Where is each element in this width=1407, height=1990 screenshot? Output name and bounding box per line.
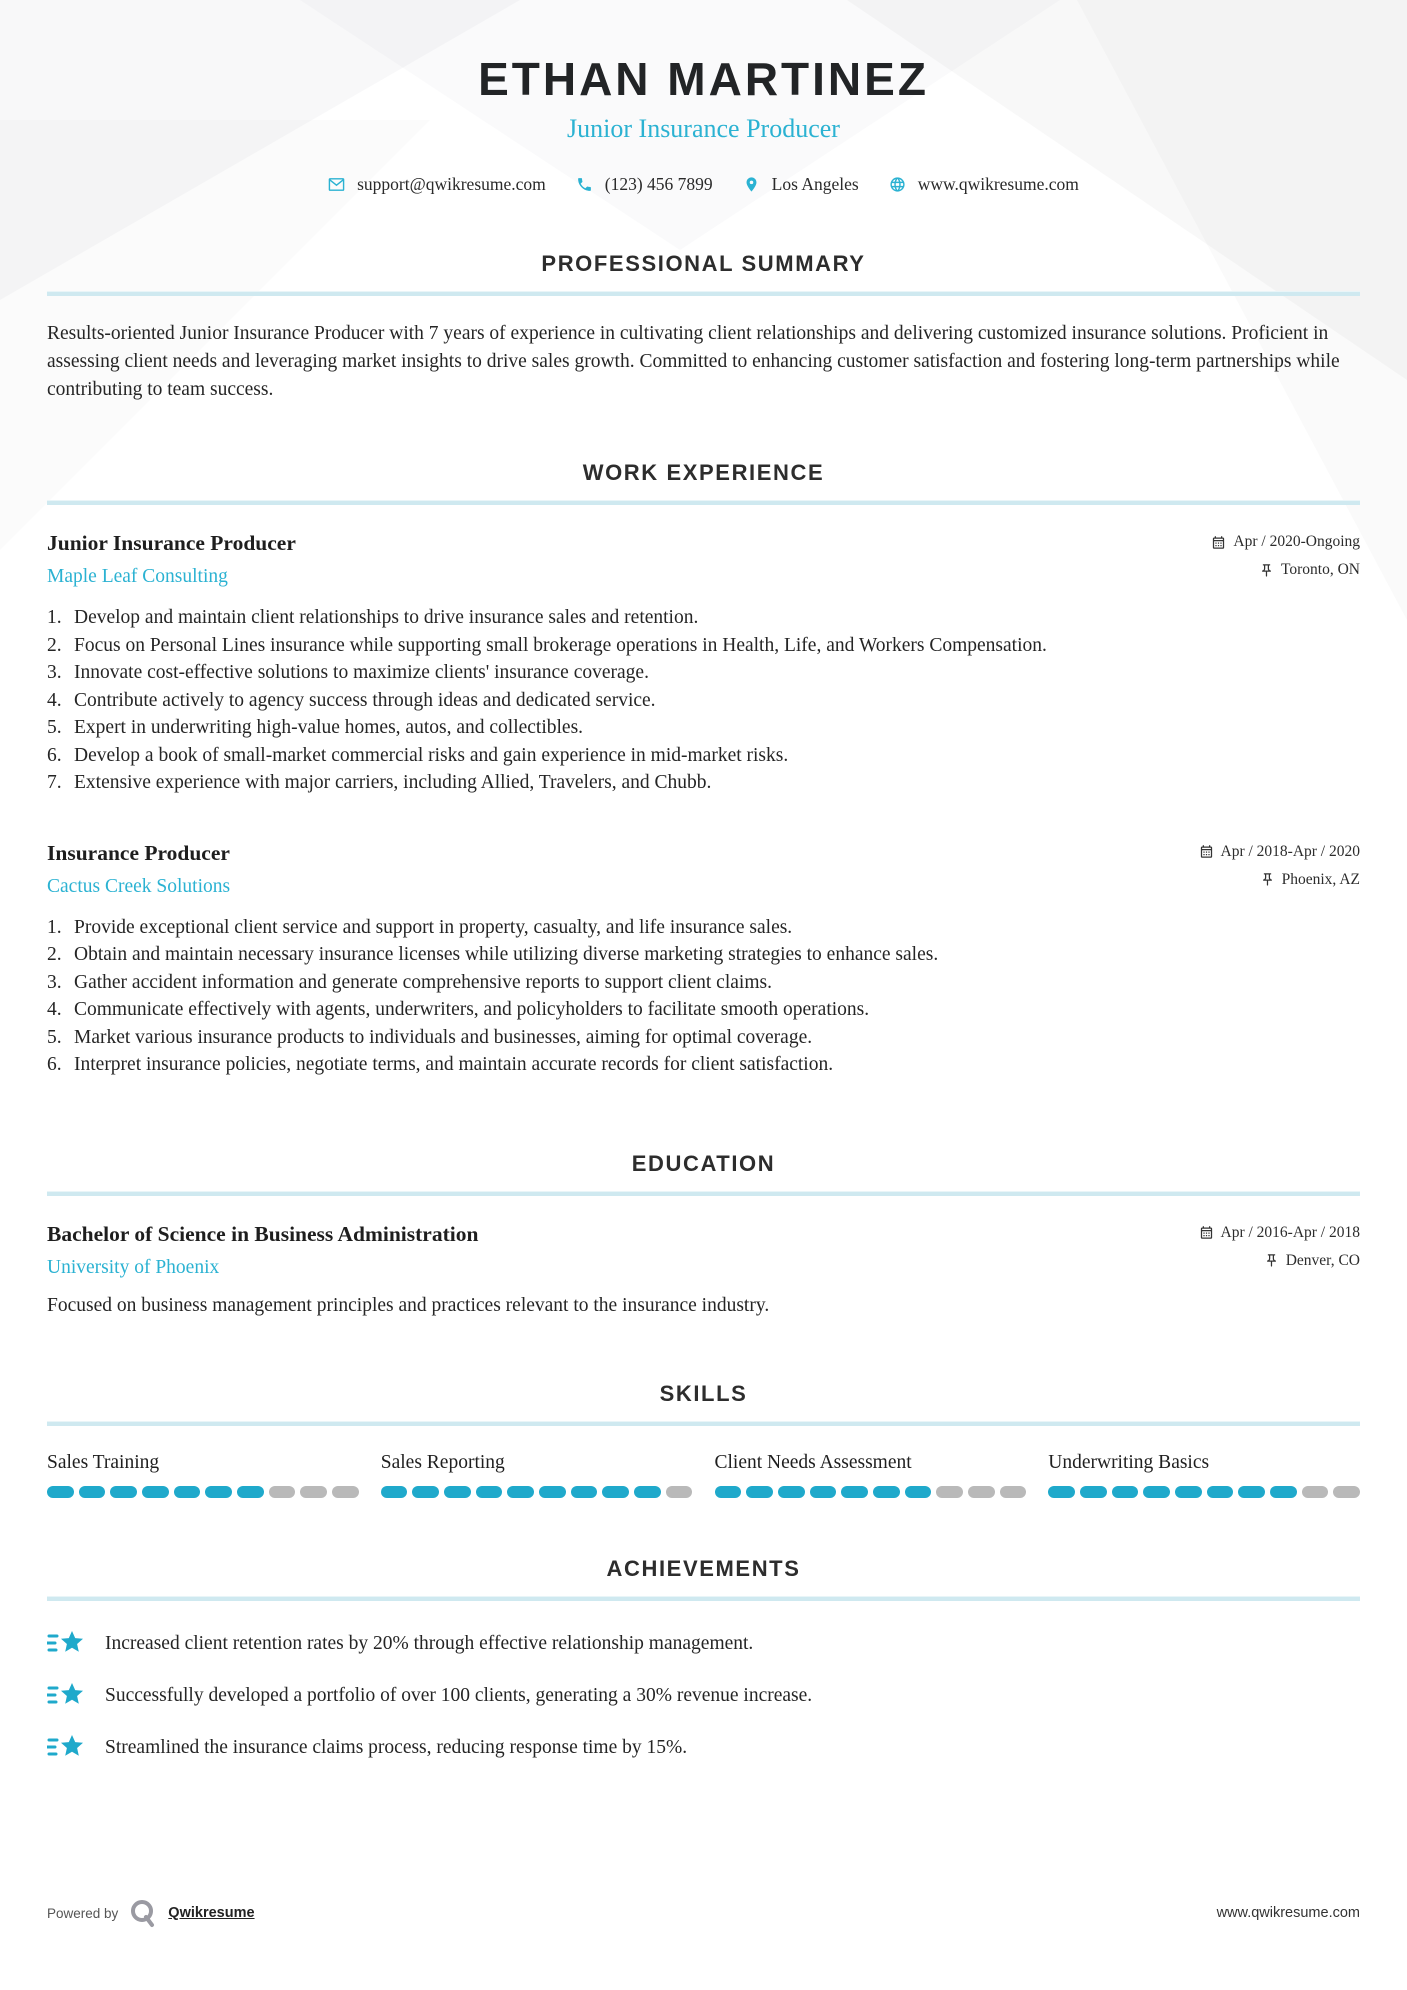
- skill-segment: [412, 1486, 439, 1498]
- skill-segment: [1175, 1486, 1202, 1498]
- skill-segment: [476, 1486, 503, 1498]
- section-achievements: [47, 1556, 1360, 1763]
- skill-item: [1048, 1452, 1360, 1498]
- envelope-icon: [328, 176, 345, 193]
- shooting-star-icon: [47, 1681, 85, 1711]
- section-divider: [47, 500, 1360, 505]
- skill-segment: [634, 1486, 661, 1498]
- skill-segment: [47, 1486, 74, 1498]
- skill-segment: [1207, 1486, 1234, 1498]
- skill-level-bar: [715, 1486, 1027, 1498]
- job-bullet: Communicate effectively with agents, underwriters, and policyholders to facilitate smooth operations.: [74, 999, 870, 1020]
- candidate-job-title: Junior Insurance Producer: [567, 114, 840, 143]
- skill-segment: [1238, 1486, 1265, 1498]
- job-bullet-list: [47, 604, 1360, 797]
- job-title: Insurance Producer: [47, 840, 230, 865]
- qwikresume-link[interactable]: Qwikresume: [168, 1905, 255, 1921]
- job-bullet: Obtain and maintain necessary insurance licenses while utilizing diverse marketing strategies to enhance sales.: [74, 944, 939, 965]
- section-work-experience: [47, 460, 1360, 1079]
- candidate-name: ETHAN MARTINEZ: [478, 53, 929, 105]
- job-bullet: Focus on Personal Lines insurance while supporting small brokerage operations in Health, Life, and Workers Compensation.: [74, 634, 1047, 656]
- skill-segment: [1270, 1486, 1297, 1498]
- skill-segment: [1112, 1486, 1139, 1498]
- skill-segment: [269, 1486, 296, 1498]
- footer-website: www.qwikresume.com: [1216, 1905, 1360, 1921]
- skill-segment: [602, 1486, 629, 1498]
- skill-item: [47, 1452, 359, 1498]
- achievement-text: Streamlined the insurance claims process, reducing response time by 15%.: [105, 1736, 688, 1758]
- skill-segment: [332, 1486, 359, 1498]
- skill-segment: [936, 1486, 963, 1498]
- section-divider: [47, 1596, 1360, 1601]
- section-heading: WORK EXPERIENCE: [582, 460, 825, 485]
- skill-name: Sales Training: [47, 1451, 160, 1473]
- phone-icon: [576, 176, 593, 193]
- job-dates: Apr / 2018-Apr / 2020: [1199, 843, 1361, 861]
- education-entry: [47, 1222, 1360, 1317]
- skill-segment: [666, 1486, 693, 1498]
- education-meta: [1199, 1222, 1361, 1270]
- section-education: [47, 1151, 1360, 1317]
- skill-segment: [174, 1486, 201, 1498]
- achievement-item: [47, 1681, 1360, 1711]
- skill-segment: [444, 1486, 471, 1498]
- skills-grid: [47, 1452, 1360, 1498]
- contact-email[interactable]: [328, 174, 546, 195]
- pushpin-icon: [1259, 563, 1274, 578]
- job-meta: [1211, 531, 1360, 579]
- skill-segment: [381, 1486, 408, 1498]
- section-divider: [47, 291, 1360, 296]
- section-heading: EDUCATION: [631, 1150, 776, 1176]
- skill-segment: [746, 1486, 773, 1498]
- skill-level-bar: [1048, 1486, 1360, 1498]
- skill-segment: [237, 1486, 264, 1498]
- skill-segment: [142, 1486, 169, 1498]
- skill-segment: [507, 1486, 534, 1498]
- section-skills: [47, 1381, 1360, 1498]
- skill-segment: [205, 1486, 232, 1498]
- skill-name: Sales Reporting: [380, 1451, 505, 1473]
- skill-segment: [110, 1486, 137, 1498]
- resume-header: [47, 52, 1360, 195]
- section-divider: [47, 1191, 1360, 1196]
- section-heading: SKILLS: [659, 1380, 748, 1406]
- skill-segment: [1000, 1486, 1027, 1498]
- pushpin-icon: [1264, 1253, 1279, 1268]
- job-company: Cactus Creek Solutions: [47, 875, 231, 897]
- job-bullet: Expert in underwriting high-value homes, autos, and collectibles.: [74, 717, 584, 738]
- section-divider: [47, 1421, 1360, 1426]
- job-bullet: Develop and maintain client relationships to drive insurance sales and retention.: [74, 607, 699, 628]
- achievement-item: [47, 1733, 1360, 1763]
- skill-segment: [1080, 1486, 1107, 1498]
- education-location: Denver, CO: [1199, 1252, 1361, 1270]
- job-bullet: Market various insurance products to individuals and businesses, aiming for optimal coverage.: [74, 1026, 813, 1048]
- powered-by-label: Powered by: [47, 1905, 119, 1921]
- skill-segment: [715, 1486, 742, 1498]
- job-bullet: Extensive experience with major carriers, including Allied, Travelers, and Chubb.: [74, 772, 712, 793]
- contact-website-text: www.qwikresume.com: [917, 174, 1079, 194]
- skill-segment: [968, 1486, 995, 1498]
- job-meta: [1199, 841, 1361, 889]
- skill-segment: [300, 1486, 327, 1498]
- qwikresume-logo-icon: [128, 1898, 158, 1928]
- job-bullet: Contribute actively to agency success through ideas and dedicated service.: [74, 689, 656, 711]
- achievements-list: [47, 1629, 1360, 1763]
- job-bullet: Interpret insurance policies, negotiate terms, and maintain accurate records for client satisfaction.: [74, 1054, 834, 1075]
- skill-segment: [571, 1486, 598, 1498]
- job-bullet: Develop a book of small-market commercial risks and gain experience in mid-market risks.: [74, 744, 789, 766]
- skill-segment: [778, 1486, 805, 1498]
- summary-text: Results-oriented Junior Insurance Producer with 7 years of experience in cultivating client relationships and delivering customized insurance solutions. Proficient in assessing client needs and leveraging market insights to drive sales growth. Committed to enhancing customer satisfaction and fostering long-term partnerships while contributing to team success.: [47, 323, 1340, 400]
- contact-location: [743, 174, 859, 195]
- job-location: Phoenix, AZ: [1199, 871, 1361, 889]
- section-professional-summary: [47, 251, 1360, 404]
- job-bullet-list: [47, 914, 1360, 1079]
- job-bullet: Innovate cost-effective solutions to maximize clients' insurance coverage.: [74, 662, 649, 683]
- skill-segment: [873, 1486, 900, 1498]
- skill-segment: [841, 1486, 868, 1498]
- section-heading: ACHIEVEMENTS: [606, 1555, 801, 1581]
- page-footer: [47, 1898, 1360, 1928]
- skill-level-bar: [381, 1486, 693, 1498]
- contact-row: [47, 174, 1360, 195]
- job-dates: Apr / 2020-Ongoing: [1211, 533, 1360, 551]
- skill-segment: [1048, 1486, 1075, 1498]
- pushpin-icon: [1260, 872, 1275, 887]
- skill-segment: [810, 1486, 837, 1498]
- skill-segment: [905, 1486, 932, 1498]
- skill-name: Underwriting Basics: [1048, 1451, 1210, 1473]
- education-description: Focused on business management principles and practices relevant to the insurance industry.: [47, 1294, 770, 1316]
- job-location: Toronto, ON: [1211, 561, 1360, 579]
- job-entry: [47, 841, 1360, 1079]
- skill-item: [715, 1452, 1027, 1498]
- skill-level-bar: [47, 1486, 359, 1498]
- education-dates: Apr / 2016-Apr / 2018: [1199, 1224, 1361, 1242]
- skill-name: Client Needs Assessment: [714, 1451, 912, 1473]
- calendar-icon: [1211, 535, 1226, 550]
- education-degree: Bachelor of Science in Business Administration: [47, 1221, 479, 1246]
- calendar-icon: [1199, 844, 1214, 859]
- contact-phone-text: (123) 456 7899: [604, 174, 713, 194]
- globe-icon: [889, 176, 906, 193]
- skill-segment: [1333, 1486, 1360, 1498]
- achievement-text: Increased client retention rates by 20% through effective relationship management.: [105, 1632, 754, 1654]
- skill-segment: [539, 1486, 566, 1498]
- achievement-item: [47, 1629, 1360, 1659]
- skill-segment: [1302, 1486, 1329, 1498]
- education-school: University of Phoenix: [47, 1256, 220, 1278]
- calendar-icon: [1199, 1225, 1214, 1240]
- skill-segment: [1143, 1486, 1170, 1498]
- achievement-text: Successfully developed a portfolio of over 100 clients, generating a 30% revenue increase.: [105, 1684, 813, 1706]
- job-title: Junior Insurance Producer: [47, 531, 296, 555]
- section-heading: PROFESSIONAL SUMMARY: [541, 251, 866, 276]
- contact-website[interactable]: [889, 174, 1079, 195]
- job-bullet: Provide exceptional client service and support in property, casualty, and life insurance sales.: [74, 916, 793, 938]
- job-company: Maple Leaf Consulting: [47, 566, 228, 587]
- skill-item: [381, 1452, 693, 1498]
- contact-location-text: Los Angeles: [771, 174, 859, 194]
- contact-email-text: support@qwikresume.com: [357, 174, 546, 194]
- contact-phone: [576, 174, 713, 195]
- shooting-star-icon: [47, 1733, 85, 1763]
- skill-segment: [79, 1486, 106, 1498]
- shooting-star-icon: [47, 1629, 85, 1659]
- location-pin-icon: [743, 176, 760, 193]
- job-bullet: Gather accident information and generate comprehensive reports to support client claims.: [74, 971, 772, 993]
- job-entry: [47, 531, 1360, 797]
